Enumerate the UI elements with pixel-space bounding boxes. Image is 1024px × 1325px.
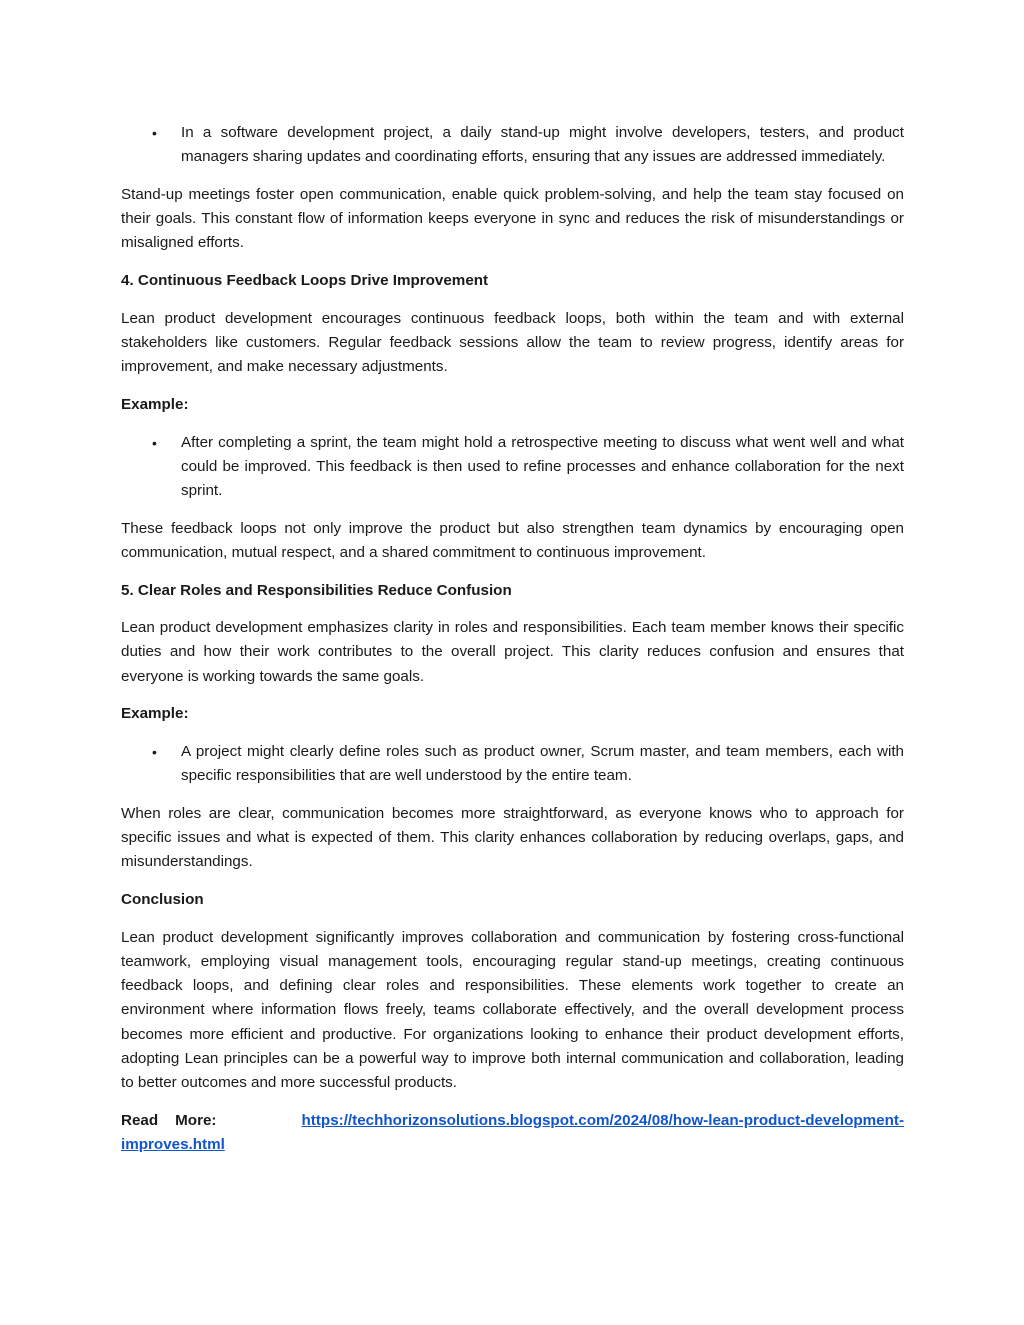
read-more-link[interactable]: https://techhorizonsolutions.blogspot.com/2024/08/how-lean-product-development-improves.html	[121, 1111, 905, 1153]
bullet-list	[121, 121, 904, 169]
list-item-text: After completing a sprint, the team might hold a retrospective meeting to discuss what went well and what could be improved. This feedback is then used to refine processes and enhance collaboration for the next sprint.	[181, 433, 904, 499]
bullet-list	[121, 740, 904, 788]
section-heading: Example:	[121, 705, 189, 723]
paragraph: Lean product development significantly improves collaboration and communication by fostering cross-functional teamwork, employing visual management tools, encouraging regular stand-up meetings, creating continuous feedback loops, and defining clear roles and responsibilities. These elements work together to create an environment where information flows freely, teams collaborate effectively, and the overall development process becomes more efficient and productive. For organizations looking to enhance their product development efforts, adopting Lean principles can be a powerful way to improve both internal communication and collaboration, leading to better outcomes and more successful products.	[121, 928, 904, 1091]
list-item-text: A project might clearly define roles such as product owner, Scrum master, and team members, each with specific responsibilities that are well understood by the entire team.	[181, 743, 904, 785]
paragraph: Lean product development emphasizes clarity in roles and responsibilities. Each team member knows their specific duties and how their work contributes to the overall project. This clarity reduces confusion and ensures that everyone is working towards the same goals.	[121, 619, 904, 685]
document-page	[121, 121, 904, 1171]
bullet-list	[121, 431, 904, 504]
paragraph: These feedback loops not only improve the product but also strengthen team dynamics by encouraging open communication, mutual respect, and a shared commitment to continuous improvement.	[121, 519, 904, 561]
list-item	[121, 740, 904, 788]
bullet-icon: •	[152, 434, 157, 451]
section-heading: 5. Clear Roles and Responsibilities Reduce Confusion	[121, 581, 512, 599]
paragraph: Stand-up meetings foster open communication, enable quick problem-solving, and help the team stay focused on their goals. This constant flow of information keeps everyone in sync and reduces the risk of misunderstandings or misaligned efforts.	[121, 185, 904, 252]
bullet-icon: •	[152, 744, 157, 761]
bullet-icon: •	[152, 125, 157, 141]
list-item	[121, 431, 904, 504]
document-body	[121, 121, 904, 1095]
list-item	[121, 121, 904, 169]
list-item-text: In a software development project, a daily stand-up might involve developers, testers, and product managers sharing updates and coordinating efforts, ensuring that any issues are addressed immediately.	[181, 124, 904, 166]
section-heading: Example:	[121, 395, 189, 413]
paragraph: When roles are clear, communication becomes more straightforward, as everyone knows who to approach for specific issues and what is expected of them. This clarity enhances collaboration by reducing overlaps, gaps, and misunderstandings.	[121, 804, 904, 871]
paragraph: Lean product development encourages continuous feedback loops, both within the team and with external stakeholders like customers. Regular feedback sessions allow the team to review progress, identify areas for improvement, and make necessary adjustments.	[121, 309, 904, 376]
read-more-label: Read More:	[121, 1111, 217, 1129]
section-heading: Conclusion	[121, 891, 204, 909]
section-heading: 4. Continuous Feedback Loops Drive Improvement	[121, 272, 489, 290]
read-more	[121, 1109, 904, 1157]
